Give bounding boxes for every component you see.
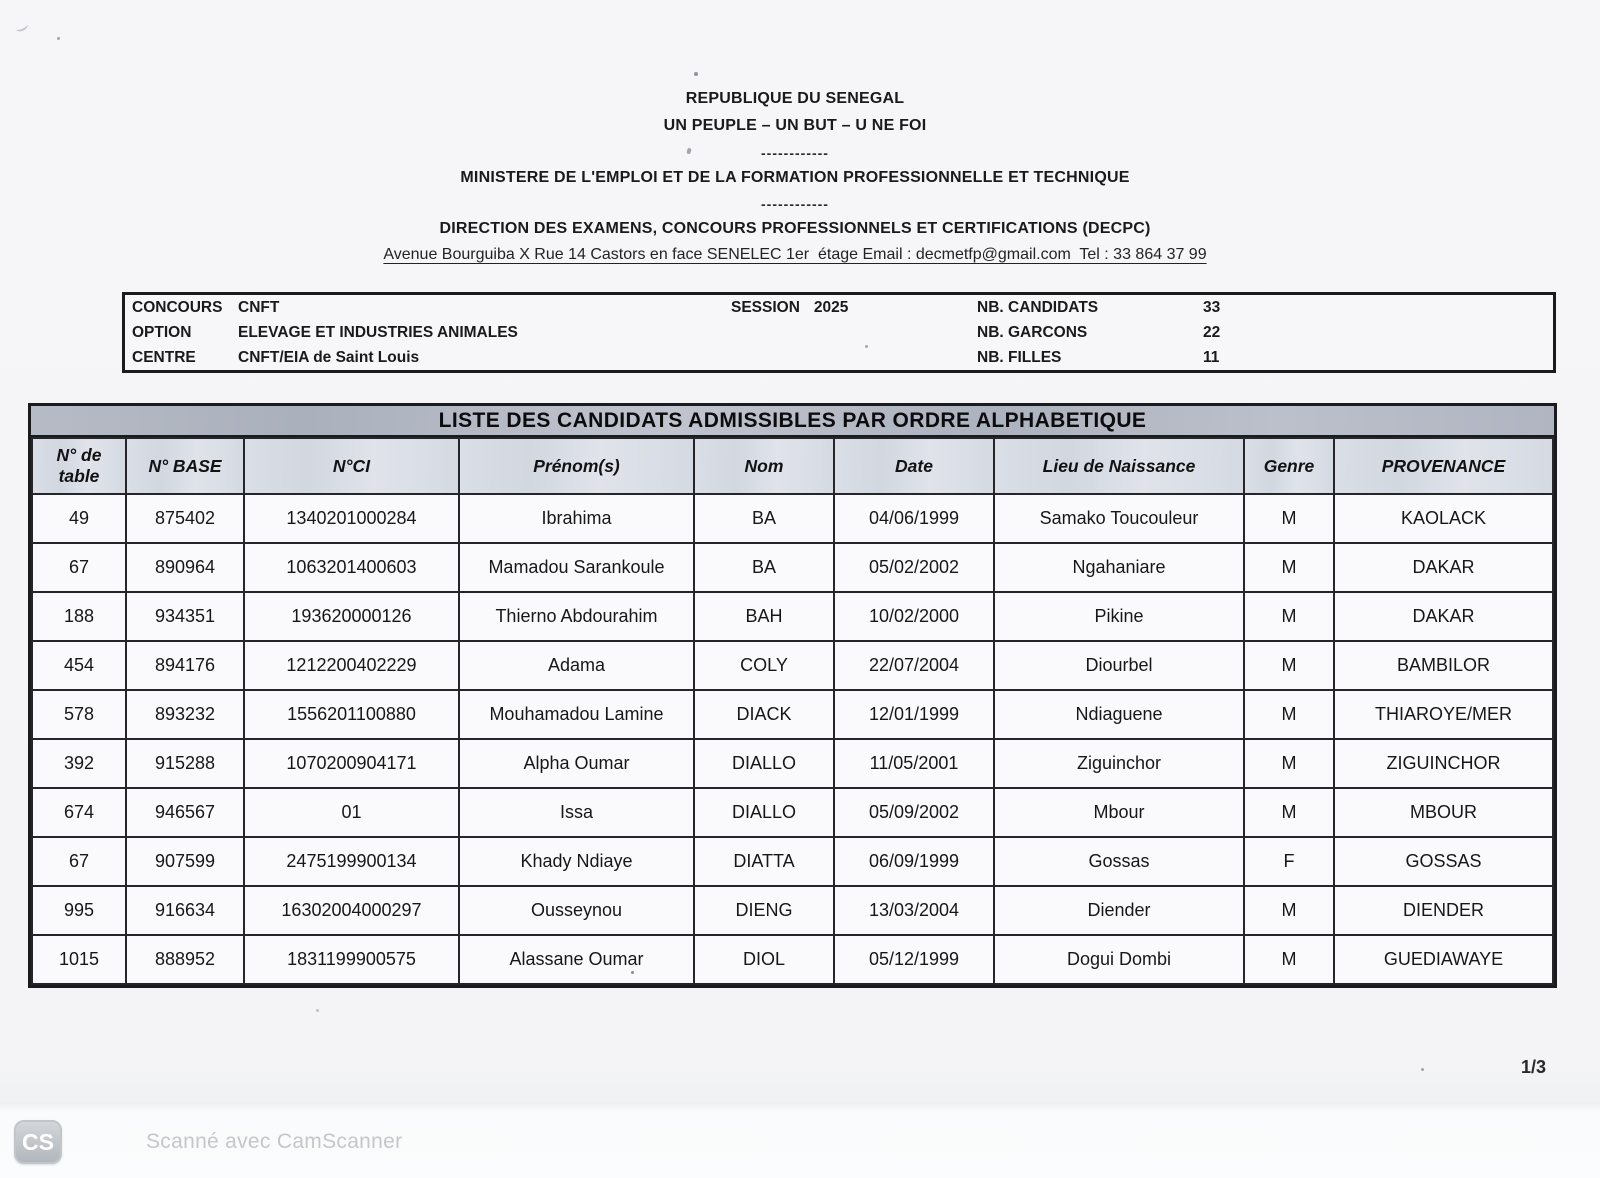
table-cell: 890964	[126, 543, 244, 592]
table-cell: 454	[32, 641, 126, 690]
nb-garcons-value: 22	[1203, 324, 1221, 341]
table-cell: M	[1244, 739, 1334, 788]
table-cell: 67	[32, 837, 126, 886]
table-cell: THIAROYE/MER	[1334, 690, 1553, 739]
table-cell: 907599	[126, 837, 244, 886]
table-cell: Diender	[994, 886, 1244, 935]
table-cell: DIENG	[694, 886, 834, 935]
table-header-row	[32, 438, 1553, 494]
address-contact-line: Avenue Bourguiba X Rue 14 Castors en face SENELEC 1er étage Email : decmetfp@gmail.com Tel : 33 864 37 99	[383, 246, 1207, 263]
page-number: 1/3	[1521, 1057, 1547, 1077]
session-field	[731, 295, 848, 320]
table-cell: 888952	[126, 935, 244, 984]
table-cell: 05/02/2002	[834, 543, 994, 592]
table-cell: M	[1244, 690, 1334, 739]
table-cell: ZIGUINCHOR	[1334, 739, 1553, 788]
table-cell: 06/09/1999	[834, 837, 994, 886]
table-cell: BAH	[694, 592, 834, 641]
table-cell: DIATTA	[694, 837, 834, 886]
table-cell: 05/12/1999	[834, 935, 994, 984]
table-cell: 578	[32, 690, 126, 739]
table-cell: Alpha Oumar	[459, 739, 694, 788]
table-cell: Ndiaguene	[994, 690, 1244, 739]
column-header: Nom	[694, 438, 834, 494]
table-cell: 49	[32, 494, 126, 543]
table-cell: DAKAR	[1334, 543, 1553, 592]
table-cell: M	[1244, 935, 1334, 984]
direction-title: DIRECTION DES EXAMENS, CONCOURS PROFESSIONNELS ET CERTIFICATIONS (DECPC)	[439, 220, 1151, 237]
table-cell: 1340201000284	[244, 494, 459, 543]
scan-artifact	[694, 72, 698, 76]
camscanner-caption: Scanné avec CamScanner	[146, 1130, 403, 1153]
table-cell: 893232	[126, 690, 244, 739]
table-cell: Mouhamadou Lamine	[459, 690, 694, 739]
centre-label: CENTRE	[132, 349, 196, 366]
table-cell: M	[1244, 788, 1334, 837]
table-row	[32, 788, 1553, 837]
table-cell: BA	[694, 494, 834, 543]
table-cell: 1063201400603	[244, 543, 459, 592]
column-header: N°CI	[244, 438, 459, 494]
table-cell: 1831199900575	[244, 935, 459, 984]
table-cell: 946567	[126, 788, 244, 837]
option-label: OPTION	[132, 324, 192, 341]
table-cell: Khady Ndiaye	[459, 837, 694, 886]
table-cell: M	[1244, 641, 1334, 690]
table-cell: Alassane Oumar	[459, 935, 694, 984]
table-row	[32, 494, 1553, 543]
session-label: SESSION	[731, 299, 800, 316]
concours-value: CNFT	[238, 299, 280, 316]
table-cell: Mamadou Sarankoule	[459, 543, 694, 592]
table-cell: Adama	[459, 641, 694, 690]
table-cell: DIACK	[694, 690, 834, 739]
table-cell: 188	[32, 592, 126, 641]
table-cell: M	[1244, 886, 1334, 935]
table-row	[32, 739, 1553, 788]
table-cell: Ziguinchor	[994, 739, 1244, 788]
table-cell: 10/02/2000	[834, 592, 994, 641]
separator-dashes: ------------	[761, 145, 829, 161]
table-row	[32, 592, 1553, 641]
table-cell: 16302004000297	[244, 886, 459, 935]
table-cell: Pikine	[994, 592, 1244, 641]
national-motto: UN PEUPLE – UN BUT – U NE FOI	[663, 117, 927, 134]
scan-artifact	[316, 1009, 319, 1012]
table-cell: Ousseynou	[459, 886, 694, 935]
scan-artifact	[14, 20, 30, 34]
table-cell: 1015	[32, 935, 126, 984]
exam-info-box	[122, 292, 1556, 373]
table-cell: 01	[244, 788, 459, 837]
table-cell: DIALLO	[694, 739, 834, 788]
table-cell: COLY	[694, 641, 834, 690]
table-cell: 934351	[126, 592, 244, 641]
table-cell: 674	[32, 788, 126, 837]
candidates-table-container	[28, 403, 1557, 988]
table-cell: 04/06/1999	[834, 494, 994, 543]
table-cell: 2475199900134	[244, 837, 459, 886]
table-cell: DIOL	[694, 935, 834, 984]
session-value: 2025	[813, 299, 849, 316]
table-cell: DIENDER	[1334, 886, 1553, 935]
candidates-table	[31, 437, 1554, 985]
info-row-concours	[125, 295, 1553, 320]
table-cell: 1212200402229	[244, 641, 459, 690]
table-cell: Gossas	[994, 837, 1244, 886]
table-cell: F	[1244, 837, 1334, 886]
scan-artifact	[1421, 1068, 1424, 1071]
column-header: Lieu de Naissance	[994, 438, 1244, 494]
column-header: N° de table	[32, 438, 126, 494]
table-cell: Dogui Dombi	[994, 935, 1244, 984]
table-row	[32, 690, 1553, 739]
table-cell: KAOLACK	[1334, 494, 1553, 543]
table-title: LISTE DES CANDIDATS ADMISSIBLES PAR ORDRE ALPHABETIQUE	[31, 406, 1554, 437]
option-value: ELEVAGE ET INDUSTRIES ANIMALES	[238, 324, 518, 341]
info-row-centre	[125, 345, 1553, 370]
table-cell: 392	[32, 739, 126, 788]
centre-value: CNFT/EIA de Saint Louis	[238, 349, 420, 366]
table-cell: 13/03/2004	[834, 886, 994, 935]
country-title: REPUBLIQUE DU SENEGAL	[685, 90, 905, 107]
table-cell: MBOUR	[1334, 788, 1553, 837]
column-header: PROVENANCE	[1334, 438, 1553, 494]
table-row	[32, 886, 1553, 935]
table-row	[32, 935, 1553, 984]
table-row	[32, 837, 1553, 886]
nb-filles-label: NB. FILLES	[977, 349, 1062, 366]
table-cell: BA	[694, 543, 834, 592]
table-cell: 12/01/1999	[834, 690, 994, 739]
table-cell: 193620000126	[244, 592, 459, 641]
table-cell: 875402	[126, 494, 244, 543]
table-row	[32, 543, 1553, 592]
table-cell: Samako Toucouleur	[994, 494, 1244, 543]
table-row	[32, 641, 1553, 690]
table-cell: Ngahaniare	[994, 543, 1244, 592]
scan-artifact	[865, 345, 868, 348]
table-cell: M	[1244, 494, 1334, 543]
nb-garcons-label: NB. GARCONS	[977, 324, 1088, 341]
table-cell: 11/05/2001	[834, 739, 994, 788]
camscanner-footer	[0, 1102, 1600, 1178]
column-header: N° BASE	[126, 438, 244, 494]
table-cell: 22/07/2004	[834, 641, 994, 690]
column-header: Genre	[1244, 438, 1334, 494]
letterhead	[0, 90, 1590, 264]
nb-candidats-value: 33	[1203, 299, 1221, 316]
table-cell: M	[1244, 543, 1334, 592]
table-cell: 1070200904171	[244, 739, 459, 788]
table-cell: Thierno Abdourahim	[459, 592, 694, 641]
separator-dashes: ------------	[761, 196, 829, 212]
table-cell: 916634	[126, 886, 244, 935]
scan-artifact	[631, 971, 634, 974]
table-cell: GUEDIAWAYE	[1334, 935, 1553, 984]
table-cell: Mbour	[994, 788, 1244, 837]
table-cell: 05/09/2002	[834, 788, 994, 837]
candidates-tbody	[32, 494, 1553, 984]
table-cell: 894176	[126, 641, 244, 690]
table-cell: Issa	[459, 788, 694, 837]
table-cell: M	[1244, 592, 1334, 641]
scan-artifact	[57, 37, 60, 40]
table-cell: 1556201100880	[244, 690, 459, 739]
nb-filles-value: 11	[1203, 349, 1220, 366]
table-cell: 995	[32, 886, 126, 935]
table-cell: DAKAR	[1334, 592, 1553, 641]
ministry-title: MINISTERE DE L'EMPLOI ET DE LA FORMATION PROFESSIONNELLE ET TECHNIQUE	[460, 169, 1130, 186]
column-header: Prénom(s)	[459, 438, 694, 494]
table-cell: BAMBILOR	[1334, 641, 1553, 690]
table-cell: 67	[32, 543, 126, 592]
table-cell: Diourbel	[994, 641, 1244, 690]
table-cell: DIALLO	[694, 788, 834, 837]
info-row-option	[125, 320, 1553, 345]
table-cell: Ibrahima	[459, 494, 694, 543]
table-cell: GOSSAS	[1334, 837, 1553, 886]
column-header: Date	[834, 438, 994, 494]
nb-candidats-label: NB. CANDIDATS	[977, 299, 1099, 316]
concours-label: CONCOURS	[132, 299, 223, 316]
table-cell: 915288	[126, 739, 244, 788]
camscanner-logo-icon: CS	[14, 1120, 62, 1164]
